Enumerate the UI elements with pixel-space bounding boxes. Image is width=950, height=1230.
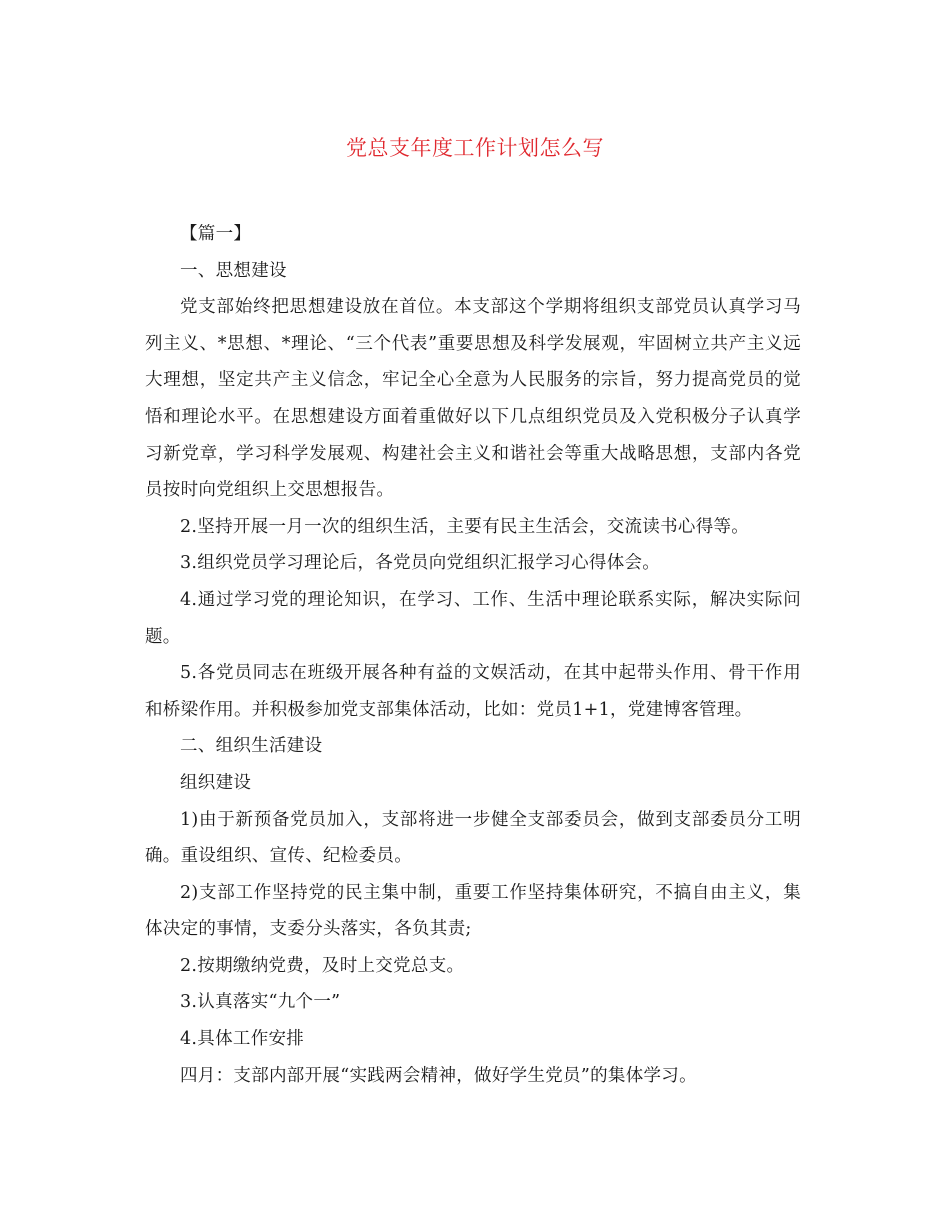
paragraph-heading-ideology: 一、思想建设 <box>180 260 287 281</box>
paragraph-item: 2.按期缴纳党费，及时上交党总支。 <box>180 955 465 976</box>
paragraph-heading-organization: 二、组织生活建设 <box>180 736 323 757</box>
document-title: 党总支年度工作计划怎么写 <box>346 136 604 160</box>
paragraph-item: 2.坚持开展一月一次的组织生活，主要有民主生活会，交流读书心得等。 <box>180 516 750 537</box>
paragraph-section-label: 【篇一】 <box>180 224 252 244</box>
paragraph-item: 4.具体工作安排 <box>180 1029 305 1050</box>
paragraph-item: 2)支部工作坚持党的民主集中制，重要工作坚持集体研究，不搞自由主义，集体决定的事情，支委分头落实，各负其责; <box>145 882 801 940</box>
paragraph-item: 4.通过学习党的理论知识，在学习、工作、生活中理论联系实际，解决实际问题。 <box>145 589 801 647</box>
paragraph-subheading: 组织建设 <box>180 772 252 793</box>
document-body <box>145 216 801 1094</box>
paragraph-item: 1)由于新预备党员加入，支部将进一步健全支部委员会，做到支部委员分工明确。重设组织、宣传、纪检委员。 <box>145 809 801 867</box>
paragraph-ideology-body: 党支部始终把思想建设放在首位。本支部这个学期将组织支部党员认真学习马列主义、*思想、*理论、“三个代表”重要思想及科学发展观，牢固树立共产主义远大理想，坚定共产主义信念，牢记全心全意为人民服务的宗旨，努力提高党员的觉悟和理论水平。在思想建设方面着重做好以下几点组织党员及入党积极分子认真学习新党章，学习科学发展观、构建社会主义和谐社会等重大战略思想，支部内各党员按时向党组织上交思想报告。 <box>145 297 801 501</box>
paragraph-item: 3.认真落实“九个一” <box>180 992 341 1013</box>
paragraph-item: 5.各党员同志在班级开展各种有益的文娱活动，在其中起带头作用、骨干作用和桥梁作用。并积极参加党支部集体活动，比如：党员1+1，党建博客管理。 <box>145 663 801 720</box>
paragraph-item: 3.组织党员学习理论后，各党员向党组织汇报学习心得体会。 <box>180 553 661 574</box>
paragraph-item: 四月：支部内部开展“实践两会精神，做好学生党员”的集体学习。 <box>180 1065 697 1086</box>
